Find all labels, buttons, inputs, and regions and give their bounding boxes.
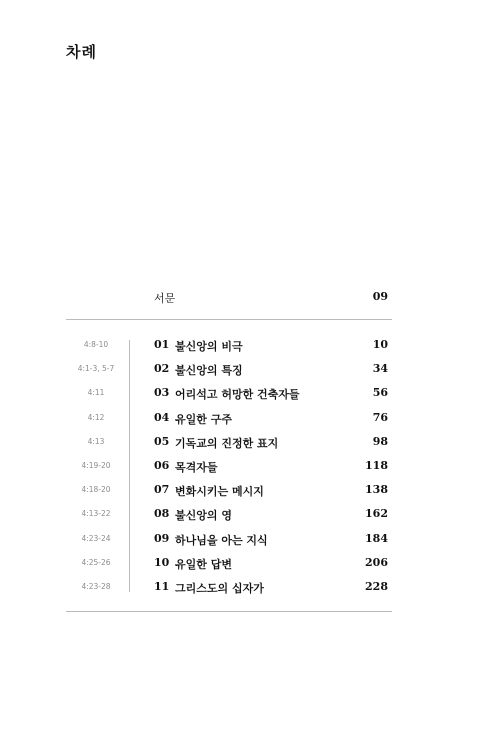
toc-entry[interactable] — [66, 577, 392, 601]
chapter-title: 유일한 답변 — [175, 557, 232, 571]
toc-entry[interactable] — [66, 408, 392, 432]
toc-list — [66, 335, 392, 601]
chapter-title: 그리스도의 십자가 — [175, 581, 264, 595]
page-number: 76 — [372, 410, 388, 424]
scripture-reference: 4:8-10 — [83, 340, 109, 349]
scripture-reference: 4:11 — [87, 388, 105, 398]
chapter-number: 06 — [154, 458, 170, 472]
page-number: 56 — [372, 386, 388, 400]
page-number: 10 — [372, 338, 388, 351]
chapter-number: 03 — [154, 386, 170, 400]
page-title: 차례 — [66, 43, 97, 61]
chapter-title: 불신앙의 영 — [175, 509, 232, 523]
scripture-reference: 4:13-22 — [81, 509, 111, 519]
toc-entry[interactable] — [66, 529, 392, 553]
intro-page-number: 09 — [372, 290, 388, 303]
page-number: 34 — [372, 362, 388, 376]
toc-entry[interactable] — [66, 553, 392, 577]
scripture-reference: 4:25-26 — [81, 557, 111, 567]
page-number: 138 — [365, 483, 388, 497]
toc-entry[interactable] — [66, 335, 392, 359]
scripture-reference: 4:13 — [87, 436, 105, 446]
chapter-number: 07 — [154, 483, 170, 497]
chapter-number: 05 — [154, 434, 170, 448]
scripture-reference: 4:19-20 — [81, 460, 111, 470]
chapter-title: 불신앙의 비극 — [175, 340, 243, 353]
page-number: 228 — [365, 579, 388, 593]
chapter-title: 어리석고 허망한 건축자들 — [175, 388, 300, 402]
toc-intro[interactable] — [66, 290, 392, 310]
chapter-number: 11 — [154, 579, 170, 593]
chapter-title: 기독교의 진정한 표지 — [175, 436, 279, 450]
chapter-number: 10 — [154, 555, 170, 569]
page-number: 118 — [365, 458, 388, 472]
chapter-title: 유일한 구주 — [175, 412, 232, 426]
scripture-reference: 4:1-3, 5-7 — [77, 364, 115, 374]
top-divider — [66, 319, 392, 320]
toc-entry[interactable] — [66, 480, 392, 504]
chapter-title: 변화시키는 메시지 — [175, 485, 264, 499]
intro-label: 서문 — [154, 292, 176, 305]
chapter-title: 목격자들 — [175, 460, 218, 474]
chapter-number: 01 — [154, 338, 170, 351]
bottom-divider — [66, 611, 392, 612]
toc-entry[interactable] — [66, 383, 392, 407]
chapter-number: 09 — [154, 531, 170, 545]
scripture-reference: 4:23-24 — [81, 533, 111, 543]
chapter-number: 08 — [154, 507, 170, 521]
scripture-reference: 4:12 — [87, 412, 105, 422]
chapter-number: 02 — [154, 362, 170, 376]
scripture-reference: 4:18-20 — [81, 485, 111, 495]
chapter-number: 04 — [154, 410, 170, 424]
toc-entry[interactable] — [66, 432, 392, 456]
chapter-title: 불신앙의 특징 — [175, 364, 243, 378]
page-number: 184 — [365, 531, 388, 545]
toc-entry[interactable] — [66, 359, 392, 383]
toc-entry[interactable] — [66, 456, 392, 480]
toc-entry[interactable] — [66, 504, 392, 528]
chapter-title: 하나님을 아는 지식 — [175, 533, 268, 547]
page-number: 162 — [365, 507, 388, 521]
scripture-reference: 4:23-28 — [81, 581, 111, 591]
page-number: 98 — [372, 434, 388, 448]
page-number: 206 — [365, 555, 388, 569]
